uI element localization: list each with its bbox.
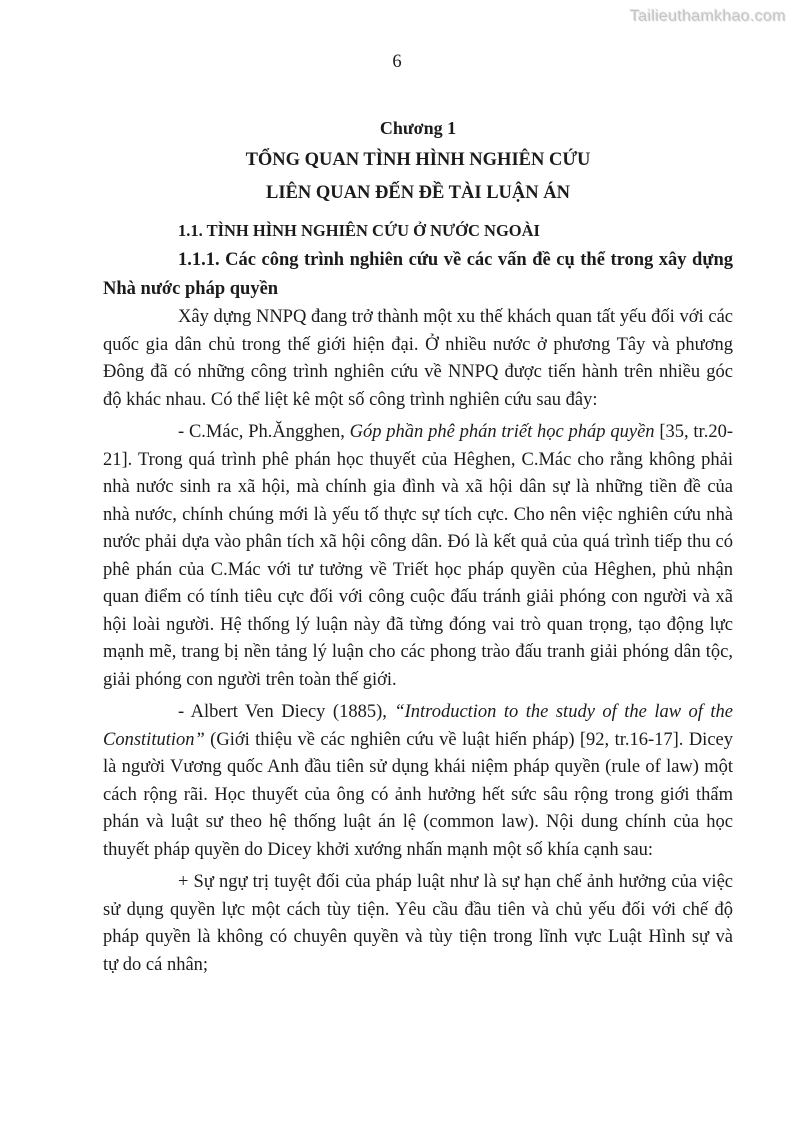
text-segment: Đông đã có những công trình nghiên cứu về NNPQ được tiến hành trên nhiều góc: [103, 362, 733, 382]
watermark-text: Tailieuthamkhao.com: [630, 8, 786, 25]
paragraph: [103, 419, 733, 694]
subsection-heading-1-1-1-line-1: 1.1.1. Các công trình nghiên cứu về các vấn đề cụ thể trong xây dựng: [178, 250, 733, 270]
body-text: [103, 304, 733, 979]
chapter-label: Chương 1: [379, 118, 457, 138]
text-segment: (Giới thiệu về các nghiên cứu về luật hiến pháp) [92, tr.16-17]. Dicey: [204, 729, 733, 750]
text-segment: sử dụng quyền lực một cách tùy tiện. Yêu cầu đầu tiên và chủ yếu đối với chế độ: [103, 899, 733, 920]
text-segment: độ khác nhau. Có thể liệt kê một số công trình nghiên cứu sau đây:: [103, 389, 598, 410]
text-line: [103, 502, 733, 530]
text-segment: + Sự ngự trị tuyệt đối của pháp luật như là sự hạn chế ảnh hưởng của việc: [178, 872, 733, 892]
text-segment: cách rộng rãi. Học thuyết của ông có ảnh hưởng hết sức sâu rộng trong giới thẩm: [103, 784, 733, 805]
text-line: [103, 869, 733, 897]
text-segment: thuyết pháp quyền do Dicey khởi xướng nhấn mạnh một số khía cạnh sau:: [103, 839, 654, 860]
chapter-title-line-2: LIÊN QUAN ĐẾN ĐỀ TÀI LUẬN ÁN: [266, 183, 570, 203]
text-segment: - Albert Ven Diecy (1885),: [178, 702, 395, 722]
text-line: [103, 837, 733, 865]
text-line: [103, 699, 733, 727]
paragraph: [103, 699, 733, 864]
page-number: 6: [392, 52, 402, 72]
text-line: [103, 667, 733, 695]
text-line: [103, 359, 733, 387]
text-segment: 21]. Trong quá trình phê phán học thuyết của Hêghen, C.Mác cho rằng không phải: [103, 449, 733, 470]
text-segment: pháp quyền là không có chuyên quyền và tùy tiện trong lĩnh vực Luật Hình sự và: [103, 927, 733, 947]
text-line: [103, 727, 733, 755]
italic-text-segment: Góp phần phê phán triết học pháp quyền: [349, 422, 655, 442]
text-segment: giải phóng con người trên toàn thế giới.: [103, 669, 397, 690]
text-line: [103, 809, 733, 837]
chapter-title-line-1: TỔNG QUAN TÌNH HÌNH NGHIÊN CỨU: [245, 150, 591, 170]
text-segment: hội loài người. Hệ thống lý luận này đã từng đóng vai trò quan trọng, tạo động lực: [103, 614, 733, 635]
text-line: [103, 924, 733, 952]
text-line: [103, 584, 733, 612]
text-line: [103, 332, 733, 360]
text-segment: phán và luật sư theo hệ thống luật án lệ (common law). Nội dung chính của học: [103, 812, 733, 832]
text-segment: - C.Mác, Ph.Ăngghen,: [178, 422, 350, 442]
text-line: [103, 754, 733, 782]
text-segment: phê phán của C.Mác với tư tưởng về Triết học pháp quyền của Hêghen, phủ nhận: [103, 559, 733, 580]
text-line: [103, 387, 733, 415]
section-heading-1-1: 1.1. TÌNH HÌNH NGHIÊN CỨU Ở NƯỚC NGOÀI: [178, 221, 540, 240]
text-segment: tự do cá nhân;: [103, 954, 209, 975]
text-line: [103, 952, 733, 980]
text-segment: nhà nước sinh ra xã hội, mà chính gia đình và xã hội dân sự là những tiền đề của: [103, 477, 733, 497]
italic-text-segment: Constitution”: [103, 729, 205, 750]
text-line: [103, 304, 733, 332]
text-line: [103, 419, 733, 447]
text-line: [103, 639, 733, 667]
text-line: [103, 897, 733, 925]
page-content: [103, 112, 733, 984]
text-segment: nước phải dựa vào phân tích xã hội công dân. Đó là kết quả của quá trình tiếp thu có: [103, 532, 733, 552]
text-segment: [35, tr.20-: [654, 422, 733, 442]
italic-text-segment: “Introduction to the study of the law of the: [394, 702, 733, 722]
text-line: [103, 474, 733, 502]
paragraph: [103, 304, 733, 414]
text-segment: quốc gia dân chủ trong thế giới hiện đại. Ở nhiều nước ở phương Tây và phương: [103, 334, 733, 355]
paragraph: [103, 869, 733, 979]
text-line: [103, 529, 733, 557]
text-line: [103, 447, 733, 475]
text-line: [103, 612, 733, 640]
text-segment: nhà nước, chính chúng mới là yếu tố thực sự tích cực. Cho nên việc nghiên cứu nhà: [103, 504, 733, 525]
text-segment: Xây dựng NNPQ đang trở thành một xu thế khách quan tất yếu đối với các: [178, 307, 733, 327]
subsection-heading-1-1-1-line-2: Nhà nước pháp quyền: [103, 279, 279, 299]
text-segment: là người Vương quốc Anh đầu tiên sử dụng khái niệm pháp quyền (rule of law) một: [103, 757, 733, 777]
text-line: [103, 557, 733, 585]
text-line: [103, 782, 733, 810]
text-segment: quan điểm có tính tiêu cực đối với công cuộc đấu tránh giải phóng con người và xã: [103, 587, 733, 607]
text-segment: mạnh mẽ, trang bị nền tảng lý luận cho các phong trào đấu tranh giải phóng dân tộc,: [103, 642, 733, 662]
